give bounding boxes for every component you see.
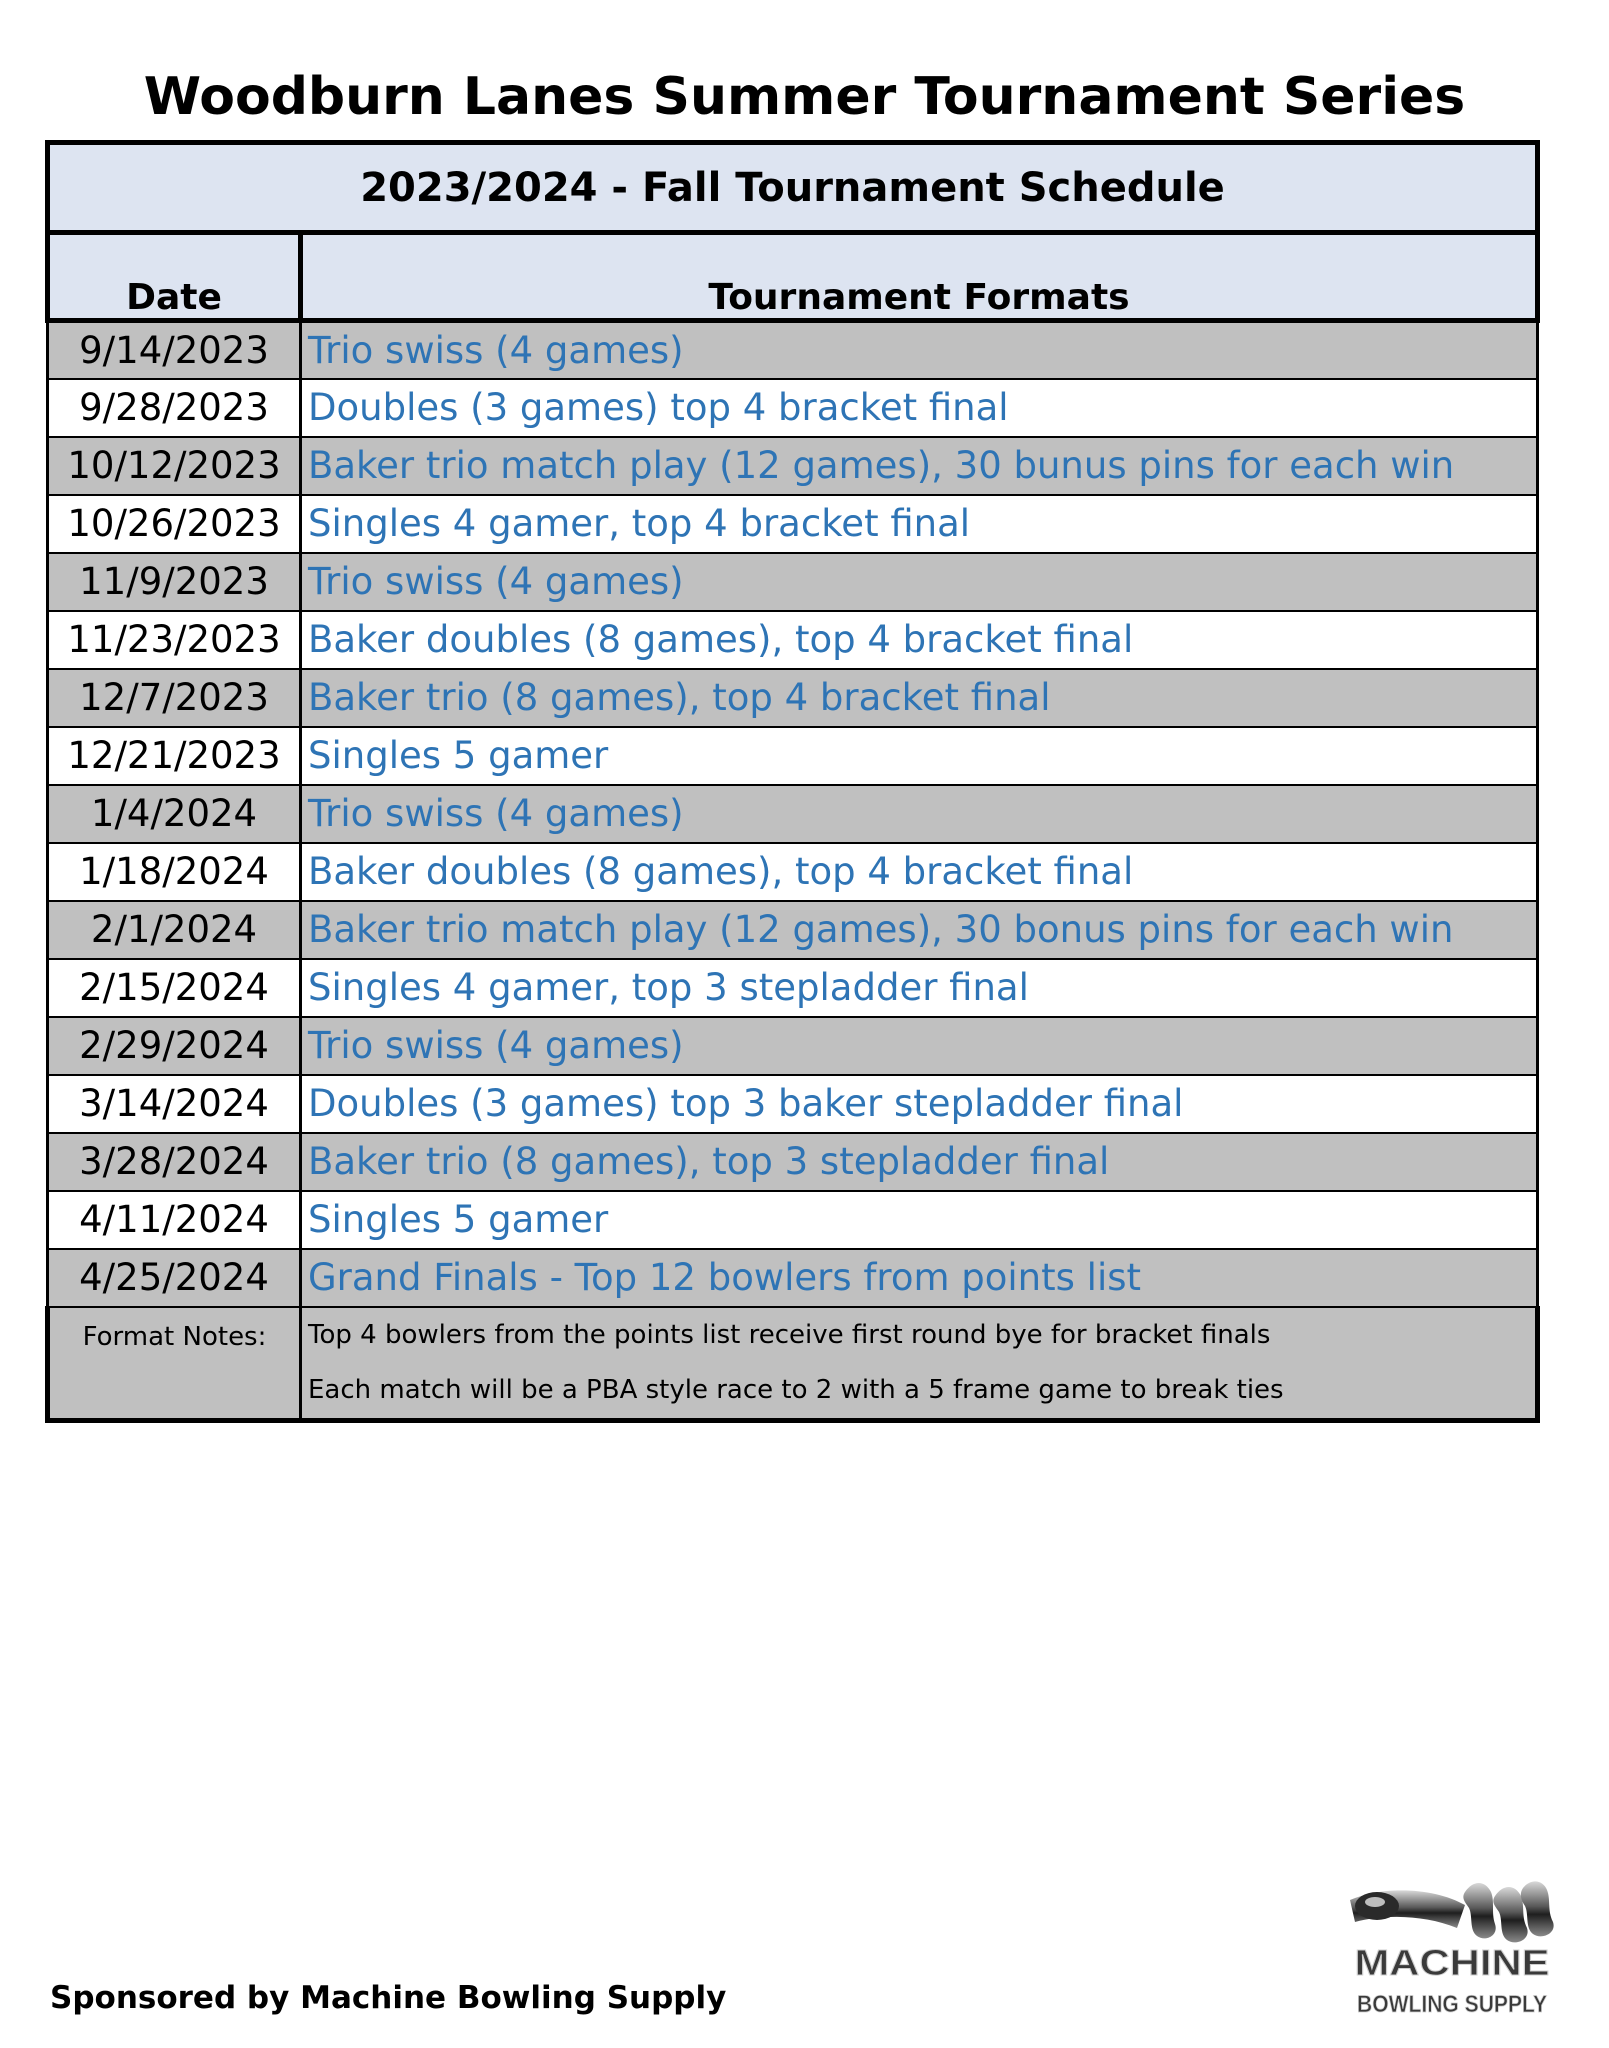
banner-row	[48, 143, 1538, 233]
row-date: 2/1/2024	[48, 901, 301, 959]
format-notes-text	[301, 1307, 1538, 1421]
logo-wordmark	[1355, 1942, 1550, 2018]
row-format: Singles 4 gamer, top 4 bracket final	[301, 495, 1538, 553]
table-row	[48, 669, 1538, 727]
row-date: 2/29/2024	[48, 1017, 301, 1075]
schedule-banner: 2023/2024 - Fall Tournament Schedule	[48, 143, 1538, 233]
table-row	[48, 1191, 1538, 1249]
row-format: Doubles (3 games) top 3 baker stepladder final	[301, 1075, 1538, 1133]
row-format: Baker doubles (8 games), top 4 bracket final	[301, 843, 1538, 901]
row-format: Trio swiss (4 games)	[301, 785, 1538, 843]
row-date: 12/7/2023	[48, 669, 301, 727]
row-date: 1/4/2024	[48, 785, 301, 843]
row-date: 3/28/2024	[48, 1133, 301, 1191]
row-date: 11/23/2023	[48, 611, 301, 669]
table-row	[48, 1075, 1538, 1133]
format-note: Each match will be a PBA style race to 2 with a 5 frame game to break ties	[308, 1374, 1284, 1405]
row-format: Trio swiss (4 games)	[301, 553, 1538, 611]
table-row	[48, 1249, 1538, 1307]
row-format: Doubles (3 games) top 4 bracket final	[301, 379, 1538, 437]
page-title: Woodburn Lanes Summer Tournament Series	[143, 67, 1466, 127]
row-format: Baker trio (8 games), top 3 stepladder final	[301, 1133, 1538, 1191]
table-row	[48, 727, 1538, 785]
table-row	[48, 843, 1538, 901]
row-format: Singles 5 gamer	[301, 1191, 1538, 1249]
table-row	[48, 785, 1538, 843]
format-note: Top 4 bowlers from the points list receive first round bye for bracket finals	[308, 1319, 1271, 1350]
format-notes-row	[48, 1307, 1538, 1421]
logo-line-2: BOWLING SUPPLY	[1357, 1991, 1547, 2018]
row-date: 1/18/2024	[48, 843, 301, 901]
row-date: 2/15/2024	[48, 959, 301, 1017]
row-date: 10/26/2023	[48, 495, 301, 553]
row-format: Singles 4 gamer, top 3 stepladder final	[301, 959, 1538, 1017]
machine-bowling-supply-logo	[1345, 1880, 1560, 2030]
row-format: Baker trio match play (12 games), 30 bunus pins for each win	[301, 437, 1538, 495]
table-row	[48, 1017, 1538, 1075]
table-row	[48, 379, 1538, 437]
table-row	[48, 495, 1538, 553]
table-row	[48, 553, 1538, 611]
tournament-schedule-table	[45, 140, 1540, 1423]
table-row	[48, 437, 1538, 495]
row-format: Baker trio (8 games), top 4 bracket final	[301, 669, 1538, 727]
column-header-formats: Tournament Formats	[301, 233, 1538, 321]
table-row	[48, 321, 1538, 379]
sponsor-line: Sponsored by Machine Bowling Supply	[50, 1980, 727, 2016]
row-format: Baker trio match play (12 games), 30 bonus pins for each win	[301, 901, 1538, 959]
row-format: Grand Finals - Top 12 bowlers from points list	[301, 1249, 1538, 1307]
row-format: Baker doubles (8 games), top 4 bracket final	[301, 611, 1538, 669]
row-format: Trio swiss (4 games)	[301, 321, 1538, 379]
format-notes-label: Format Notes:	[48, 1307, 301, 1421]
row-date: 12/21/2023	[48, 727, 301, 785]
bowling-pins-icon	[1350, 1881, 1554, 1942]
row-date: 3/14/2024	[48, 1075, 301, 1133]
column-header-date: Date	[48, 233, 301, 321]
row-format: Singles 5 gamer	[301, 727, 1538, 785]
row-date: 4/11/2024	[48, 1191, 301, 1249]
row-date: 10/12/2023	[48, 437, 301, 495]
row-date: 9/28/2023	[48, 379, 301, 437]
row-date: 4/25/2024	[48, 1249, 301, 1307]
table-row	[48, 901, 1538, 959]
table-row	[48, 611, 1538, 669]
header-row	[48, 233, 1538, 321]
row-date: 11/9/2023	[48, 553, 301, 611]
logo-line-1: MACHINE	[1354, 1942, 1550, 1983]
table-row	[48, 959, 1538, 1017]
table-row	[48, 1133, 1538, 1191]
row-date: 9/14/2023	[48, 321, 301, 379]
row-format: Trio swiss (4 games)	[301, 1017, 1538, 1075]
